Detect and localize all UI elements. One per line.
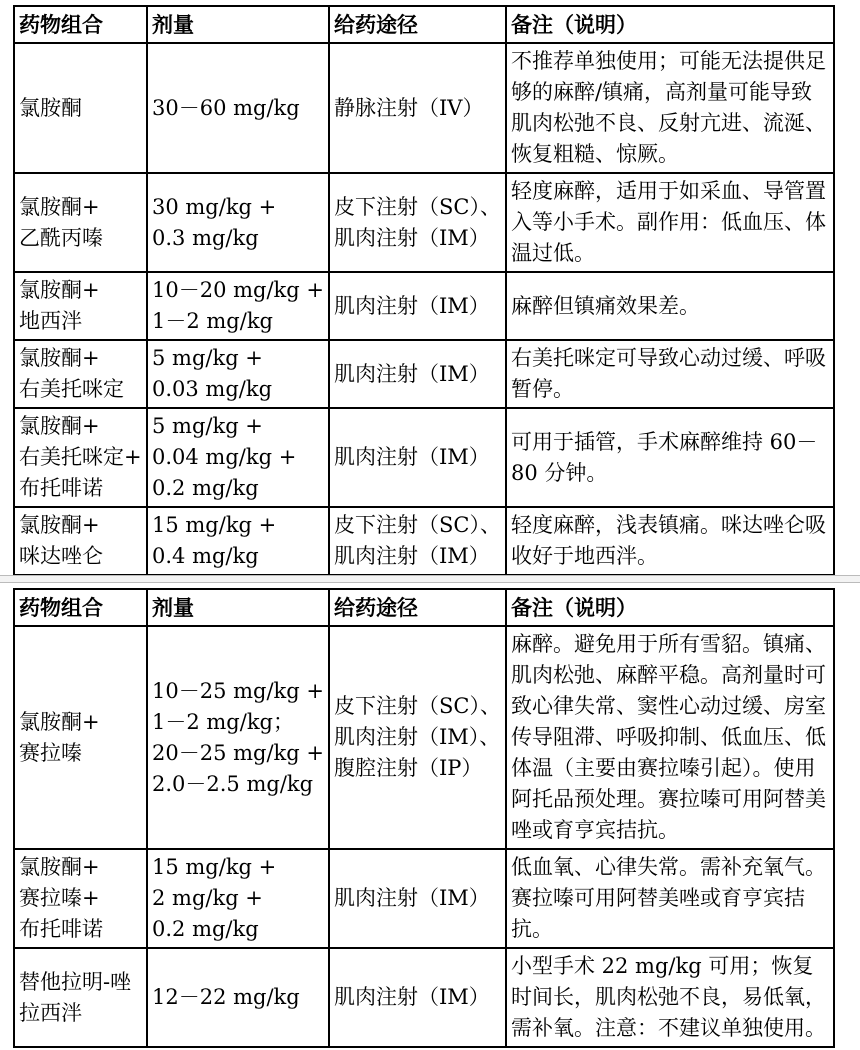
header-dose: 剂量 [147,6,329,43]
route-cell [329,272,506,340]
combo-line: 氯胺酮+ [19,346,100,370]
note-cell: 不推荐单独使用；可能无法提供足够的麻醉/镇痛，高剂量可能导致肌肉松弛不良、反射亢进、流涎、恢复粗糙、惊厥。 [506,43,834,173]
route-line: 肌肉注射（IM） [334,361,490,386]
header-dose: 剂量 [147,589,329,626]
table-row [14,173,834,272]
note-cell: 右美托咪定可导致心动过缓、呼吸暂停。 [506,340,834,408]
combo-line: 氯胺酮+ [19,709,100,734]
dose-cell [147,43,329,173]
route-line: 腹腔注射（IP） [334,756,483,780]
route-line: 肌肉注射（IM）、 [334,725,501,749]
dose-line: 5 mg/kg + [152,346,263,370]
dose-cell [147,408,329,507]
dose-line: 12－22 mg/kg [152,985,300,1009]
combo-line: 氯胺酮+ [19,278,100,302]
note-cell: 低血氧、心律失常。需补充氧气。赛拉嗪可用阿替美唑或育亨宾拮抗。 [506,849,834,948]
dosage-table-1 [13,5,835,576]
note-cell: 可用于插管，手术麻醉维持 60－80 分钟。 [506,408,834,507]
dose-line: 2.0－2.5 mg/kg [152,771,314,796]
route-cell [329,173,506,272]
header-route: 给药途径 [329,6,506,43]
drug-combo-cell [14,948,147,1047]
combo-line: 右美托咪定+ [19,445,142,469]
dose-cell [147,340,329,408]
dose-line: 0.04 mg/kg + [152,445,297,469]
header-row [14,589,834,626]
combo-line: 氯胺酮+ [19,513,100,537]
dose-line: 0.2 mg/kg [152,476,259,500]
combo-line: 乙酰丙嗪 [19,225,103,250]
drug-combo-cell [14,340,147,408]
header-route: 给药途径 [329,589,506,626]
dose-line: 30－60 mg/kg [152,95,300,120]
table-row [14,43,834,173]
dose-line: 10－25 mg/kg + [152,678,324,703]
route-line: 肌肉注射（IM） [334,293,490,318]
dose-line: 1－2 mg/kg [152,309,273,333]
dose-line: 20－25 mg/kg + [152,740,324,765]
note-cell: 小型手术 22 mg/kg 可用；恢复时间长，肌肉松弛不良，易低氧，需补氧。注意：不建议单独使用。 [506,948,834,1047]
dose-line: 10－20 mg/kg + [152,278,324,302]
route-line: 皮下注射（SC）、 [334,194,501,219]
route-line: 肌肉注射（IM） [334,544,490,568]
combo-line: 替他拉明-唑 [19,969,132,994]
route-cell [329,849,506,948]
drug-combo-cell [14,507,147,575]
drug-combo-cell [14,408,147,507]
header-note: 备注（说明） [506,589,834,626]
combo-line: 咪达唑仑 [19,544,103,568]
dose-cell [147,507,329,575]
combo-line: 右美托咪定 [19,377,124,401]
dose-line: 5 mg/kg + [152,414,263,438]
route-cell [329,948,506,1047]
dose-cell [147,948,329,1047]
combo-line: 拉西泮 [19,1000,82,1025]
dose-line: 30 mg/kg + [152,194,277,219]
drug-combo-cell [14,272,147,340]
note-cell: 麻醉但镇痛效果差。 [506,272,834,340]
route-cell [329,408,506,507]
route-line: 肌肉注射（IM） [334,985,490,1009]
dose-line: 15 mg/kg + [152,513,277,537]
dose-line: 1－2 mg/kg； [152,709,294,734]
dose-cell [147,272,329,340]
dose-cell [147,849,329,948]
drug-combo-cell [14,173,147,272]
table-row [14,948,834,1047]
dose-line: 15 mg/kg + [152,855,277,879]
route-cell [329,626,506,849]
combo-line: 氯胺酮 [19,95,82,120]
combo-line: 赛拉嗪+ [19,886,100,910]
dose-line: 0.03 mg/kg [152,377,273,401]
route-line: 肌肉注射（IM） [334,445,490,469]
header-combo: 药物组合 [14,6,147,43]
dose-line: 0.2 mg/kg [152,917,259,941]
header-note: 备注（说明） [506,6,834,43]
drug-combo-cell [14,626,147,849]
table-body [14,626,834,1047]
route-line: 皮下注射（SC）、 [334,513,501,537]
drug-combo-cell [14,849,147,948]
note-cell: 轻度麻醉，浅表镇痛。咪达唑仑吸收好于地西泮。 [506,507,834,575]
combo-line: 布托啡诺 [19,917,103,941]
table-row [14,626,834,849]
combo-line: 氯胺酮+ [19,414,100,438]
route-line: 皮下注射（SC）、 [334,694,501,718]
combo-line: 赛拉嗪 [19,740,82,765]
combo-line: 布托啡诺 [19,476,103,500]
dose-line: 0.4 mg/kg [152,544,259,568]
route-line: 静脉注射（IV） [334,95,484,120]
note-cell: 轻度麻醉，适用于如采血、导管置入等小手术。副作用：低血压、体温过低。 [506,173,834,272]
dose-line: 2 mg/kg + [152,886,263,910]
table-body [14,43,834,575]
dosage-table-2 [13,588,835,1048]
route-line: 肌肉注射（IM） [334,886,490,910]
page-divider [0,575,860,583]
header-combo: 药物组合 [14,589,147,626]
table-row [14,408,834,507]
combo-line: 氯胺酮+ [19,855,100,879]
route-cell [329,340,506,408]
dose-cell [147,626,329,849]
table-row [14,272,834,340]
dose-cell [147,173,329,272]
drug-combo-cell [14,43,147,173]
table-row [14,849,834,948]
combo-line: 氯胺酮+ [19,194,100,219]
table-row [14,340,834,408]
table-row [14,507,834,575]
dose-line: 0.3 mg/kg [152,225,259,250]
combo-line: 地西泮 [19,309,82,333]
route-line: 肌肉注射（IM） [334,225,490,250]
route-cell [329,43,506,173]
header-row [14,6,834,43]
route-cell [329,507,506,575]
note-cell: 麻醉。避免用于所有雪貂。镇痛、肌肉松弛、麻醉平稳。高剂量时可致心律失常、窦性心动过缓、房室传导阻滞、呼吸抑制、低血压、低体温（主要由赛拉嗪引起）。使用阿托品预处理。赛拉嗪可用阿替美唑或育亨宾拮抗。 [506,626,834,849]
